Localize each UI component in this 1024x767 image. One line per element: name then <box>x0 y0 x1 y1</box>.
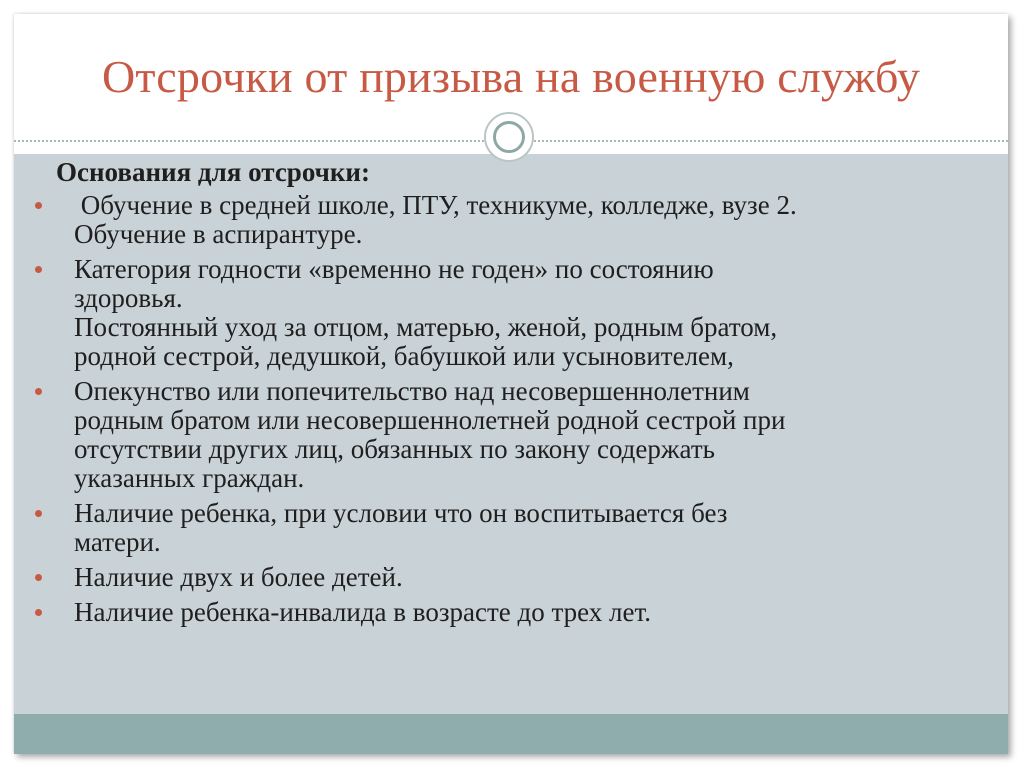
bullet-line: родным братом или несовершеннолетней родной сестрой при <box>74 405 786 435</box>
bullet-line: указанных граждан. <box>74 463 305 493</box>
bullet-line: Обучение в средней школе, ПТУ, техникуме, колледже, вузе 2. <box>74 190 797 220</box>
ring-inner-icon <box>493 121 525 153</box>
bullet-dot-icon <box>35 266 42 273</box>
bullet-line: матери. <box>74 527 161 557</box>
bullet-line: Постоянный уход за отцом, матерью, женой, родным братом, <box>74 312 778 342</box>
bullet-line: Наличие ребенка-инвалида в возрасте до трех лет. <box>74 597 651 627</box>
bullet-dot-icon <box>35 574 42 581</box>
bullet-item <box>56 191 956 249</box>
bullet-line: отсутствии других лиц, обязанных по закону содержать <box>74 434 715 464</box>
bullet-item <box>56 563 956 592</box>
footer-bar <box>14 714 1008 754</box>
ring-ornament-icon <box>484 112 534 162</box>
bullet-line: Категория годности «временно не годен» по состоянию <box>74 254 714 284</box>
bullet-line: Наличие двух и более детей. <box>74 562 403 592</box>
bullet-line: Наличие ребенка, при условии что он воспитывается без <box>74 498 728 528</box>
bullet-line: родной сестрой, дедушкой, бабушкой или усыновителем, <box>74 341 734 371</box>
bullet-line: Обучение в аспирантуре. <box>74 219 363 249</box>
bullet-item <box>56 598 956 627</box>
bullet-item <box>56 377 956 493</box>
bullet-item <box>56 255 956 371</box>
bullet-dot-icon <box>35 609 42 616</box>
content-text <box>56 158 956 633</box>
bullet-dot-icon <box>35 202 42 209</box>
slide-title: Отсрочки от призыва на военную службу <box>101 51 921 102</box>
section-heading: Основания для отсрочки: <box>56 157 370 187</box>
bullet-line: здоровья. <box>74 283 183 313</box>
bullet-line: Опекунство или попечительство над несовершеннолетним <box>74 376 750 406</box>
bullet-dot-icon <box>35 510 42 517</box>
bullet-dot-icon <box>35 388 42 395</box>
bullet-item <box>56 499 956 557</box>
bullet-list <box>56 191 956 627</box>
